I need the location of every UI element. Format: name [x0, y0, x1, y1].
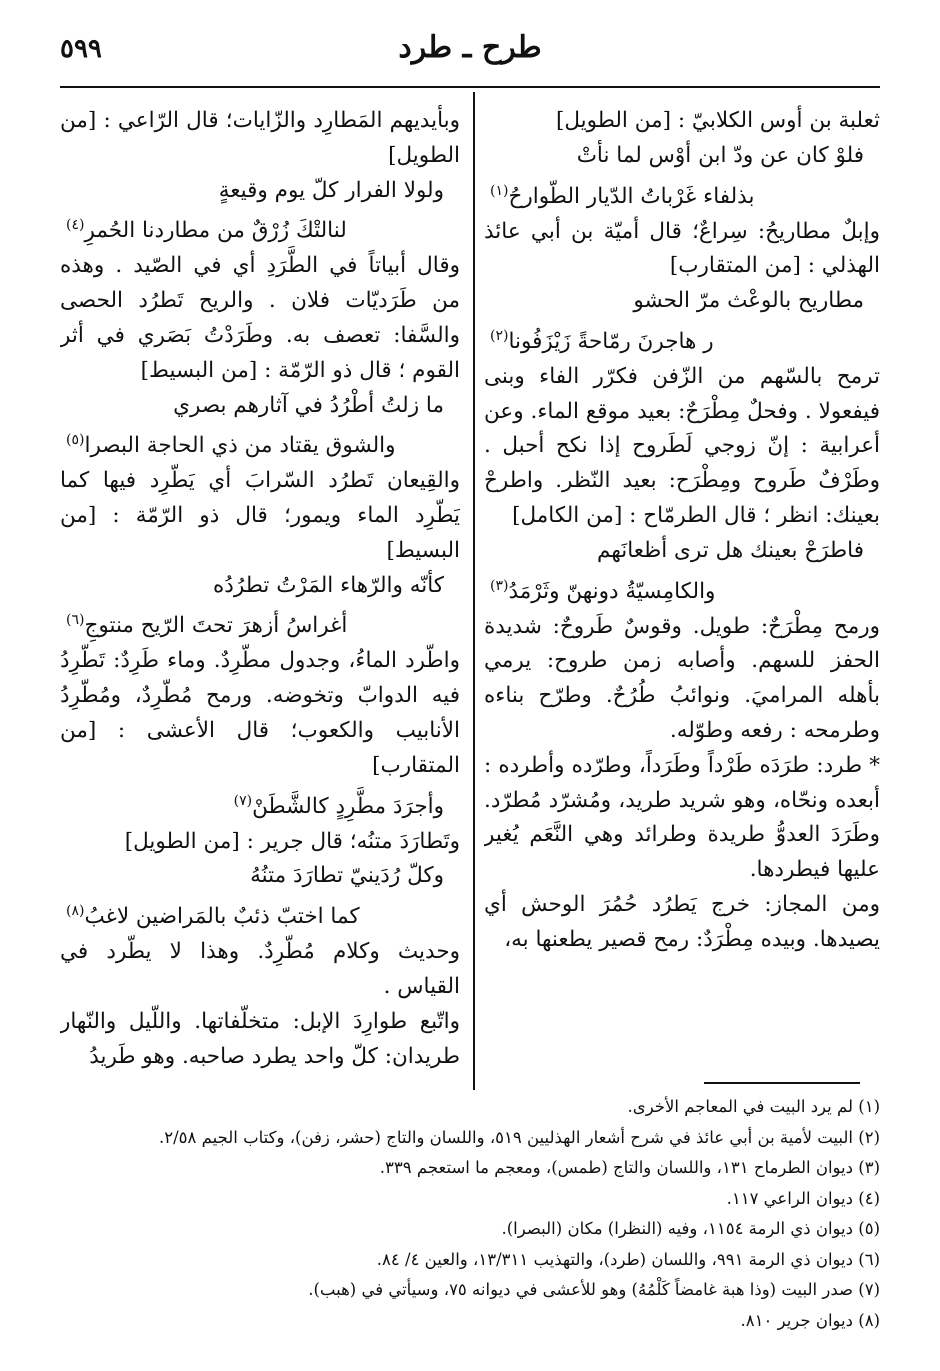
left-column: [60, 104, 460, 1082]
verse-line: [60, 603, 460, 644]
text: وقال أبياتاً في الطَّرَدِ أي في الصّيد . وهذه من طَرَديّات فلان . والريح تَطرُد الحصى والسَّفا: تعصف به. وطَرَدْتُ بَصَري في أثر القوم ؛ قال ذو الرّمّة : [من البسيط]: [60, 253, 460, 383]
text: لنالتْكَ زُرْقٌ من مطاردنا الحُمرِ: [84, 218, 347, 244]
verse-line: [60, 859, 460, 894]
right-column: [484, 104, 880, 1082]
text: والكامِسيّةُ دونهنّ وثَرْمَدُ: [508, 578, 716, 604]
footnote-item: (٧) صدر البيت (وذا هبة غامضاً كَلْمُهُ) وهو للأعشى في ديوانه ٧٥، وسيأتي في (هبب).: [308, 1280, 880, 1299]
verse-line: [60, 423, 460, 464]
verse-line: [60, 174, 460, 209]
footnote-item: (٨) ديوان جرير ٨١٠.: [740, 1310, 880, 1330]
text: فاطرَحْ بعينك هل ترى أظعانَهم: [597, 537, 864, 563]
paragraph: [484, 749, 880, 888]
verse-line: [484, 139, 880, 174]
footnote-item: (٢) البيت لأمية بن أبي عائذ في شرح أشعار الهذليين ٥١٩، واللسان والتاج (حشر، زفن)، وكتاب الجيم ٢/٥٨.: [159, 1127, 880, 1147]
text: والشوق يقتاد من ذي الحاجة البصرا: [84, 433, 396, 459]
verse-line: [60, 389, 460, 424]
footnote-ref: (٤): [66, 217, 85, 234]
paragraph: [60, 825, 460, 860]
verse-line: [60, 569, 460, 604]
paragraph: [484, 888, 880, 958]
footnote-ref: (٢): [490, 327, 509, 344]
paragraph: [484, 104, 880, 139]
text: ما زلتُ أطْرُدُ في آثارهم بصري: [173, 392, 444, 418]
paragraph: [484, 360, 880, 534]
text: ر هاجرنَ رمّاحةً زَيْزَفُونا: [508, 329, 714, 355]
paragraph: [60, 935, 460, 1005]
footnote-separator: [704, 1082, 860, 1084]
footnote-ref: (٥): [66, 432, 85, 449]
text: كما اختبّ ذئبٌ بالمَراضين لاغبُ: [84, 904, 360, 930]
paragraph: [484, 610, 880, 749]
verse-line: [484, 319, 880, 360]
text: ولولا الفرار كلّ يوم وقيعةٍ: [218, 177, 444, 203]
verse-line: [484, 174, 880, 215]
column-divider: [473, 92, 475, 1090]
footnote-ref: (٨): [66, 903, 85, 920]
text: وتَطارَدَ متنُه؛ قال جرير : [من الطويل]: [124, 828, 460, 854]
footnote-item: (٤) ديوان الراعي ١١٧.: [726, 1188, 880, 1208]
paragraph: [60, 249, 460, 388]
text: ومن المجاز: خرج يَطرُد حُمُرَ الوحش أي يصيدها. وبيده مِطْرَدٌ: رمح قصير يطعنها به،: [484, 892, 880, 952]
footnote-item: (١) لم يرد البيت في المعاجم الأخرى.: [627, 1097, 880, 1116]
text: بذلفاء غَرْباتُ الدّيار الطّوارحُ: [508, 183, 755, 209]
text: كأنّه والرّهاء المَرْتُ تطرُدُه: [213, 572, 444, 598]
footnote-ref: (٣): [490, 577, 509, 594]
text: واتّبع طوارِدَ الإبل: متخلّفاتها. واللّيل والنّهار طريدان: كلّ واحد يطرد صاحبه. وهو طَريدُ: [60, 1008, 460, 1069]
footnotes: [60, 1092, 880, 1336]
text: وحديث وكلام مُطّرِدٌ. وهذا لا يطّرد في القياس .: [60, 939, 460, 999]
text: * طرد: طرَدَه طَرْداً وطَرَداً، وطرّده وأطرده : أبعده ونحّاه، وهو شريد طريد، ومُشرّد مُطرّد. وطَرَدَ العدوُّ طريدة وطرائد وهي النَّعَم يُغير عليها فيطردها.: [484, 752, 880, 883]
footnote-ref: (١): [490, 182, 509, 199]
text: وأجرَدَ مطَّرِدٍ كالشَّطَنْ: [252, 793, 444, 819]
paragraph: [60, 644, 460, 783]
text: واطّرد الماءُ، وجدول مطّرِدٌ. وماء طَرِدٌ: تَطّرِدُ فيه الدوابّ وتخوضه. ورمح مُطّرِدٌ، ومُطّرِدُ الأنابيب والكعوب؛ قال الأعشى : [من المتقارب]: [60, 648, 460, 778]
text: مطاريح بالوعْث مرّ الحشو: [633, 288, 864, 314]
verse-line: [60, 208, 460, 249]
verse-line: [484, 284, 880, 319]
verse-line: [60, 784, 460, 825]
paragraph: [60, 104, 460, 174]
footnote-item: (٦) ديوان ذي الرمة ٩٩١، واللسان (طرد)، والتهذيب ١٣/٣١١، والعين ٤/ ٨٤.: [376, 1249, 880, 1269]
footnote-item: (٥) ديوان ذي الرمة ١١٥٤، وفيه (النظرا) مكان (البصرا).: [501, 1219, 880, 1238]
text: ترمح بالسّهم من الزّفن فكرّر الفاء وبنى فيفعولا . وفحلٌ مِطْرَحٌ: بعيد موقع الماء. وعن أعرابية : إنّ زوجي لَطَروح إذا نكح أحبل . وطَرْفٌ طَروح ومِطْرَح: بعيد النّظر. واطرحْ بعينك: انظر ؛ قال الطرمّاح : [من الكامل]: [484, 363, 880, 529]
verse-line: [60, 894, 460, 935]
text: فلوْ كان عن ودّ ابن أوْس لما نأتْ: [576, 142, 864, 168]
verse-line: [484, 534, 880, 569]
paragraph: [484, 215, 880, 285]
footnote-ref: (٦): [66, 612, 85, 629]
text: وبأيديهم المَطارِد والزّايات؛ قال الرّاعي : [من الطويل]: [60, 108, 460, 168]
text: والقِيعان تَطرُد السّرابَ أي يَطّرِد فيها كما يَطّرِد الماء ويمور؛ قال ذو الرّمّة : [من البسيط]: [60, 468, 460, 563]
text: أغراسُ أزهرَ تحتَ الرّيح منتوجِ: [84, 613, 348, 639]
page-header: [60, 30, 880, 88]
paragraph: [60, 1005, 460, 1075]
footnote-ref: (٧): [233, 792, 253, 809]
text: ورمح مِطْرَحٌ: طويل. وقوسٌ طَروحٌ: شديدة الحفز للسهم. وأصابه زمن طروح: يرمي بأهله المراميَ. ونوائبُ طُرُحٌ. وطرّح بناءه وطرمحه : رفعه وطوّله.: [484, 613, 880, 744]
paragraph: [60, 464, 460, 568]
text: وإبلٌ مطاريحُ: سِراعٌ؛ قال أميّة بن أبي عائذ الهذلي : [من المتقارب]: [484, 218, 880, 279]
text: وكلّ رُدَينيّ تطارَدَ متنُهُ: [250, 863, 444, 889]
page-number: ٥٩٩: [60, 34, 102, 64]
text: ثعلبة بن أوس الكلابيّ : [من الطويل]: [555, 108, 880, 133]
verse-line: [484, 569, 880, 610]
page-title: طرح ـ طرد: [398, 30, 542, 65]
footnote-item: (٣) ديوان الطرماح ١٣١، واللسان والتاج (طمس)، ومعجم ما استعجم ٣٣٩.: [379, 1158, 880, 1177]
